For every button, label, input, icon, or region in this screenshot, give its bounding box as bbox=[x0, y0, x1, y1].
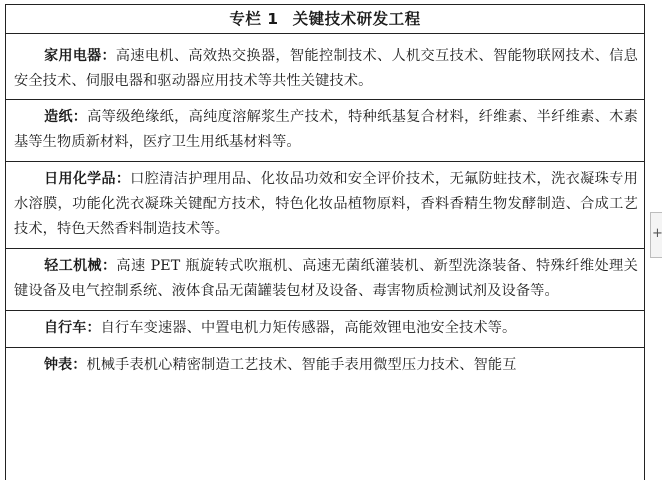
column-title-text: 关键技术研发工程 bbox=[292, 10, 421, 28]
section-watches bbox=[6, 348, 644, 378]
section-lead: 家用电器： bbox=[44, 48, 116, 64]
section-home-appliances bbox=[6, 34, 644, 100]
section-body: 高速电机、高效热交换器，智能控制技术、人机交互技术、智能物联网技术、信息安全技术、伺服电器和驱动器应用技术等共性关键技术。 bbox=[14, 48, 639, 89]
section-body: 口腔清洁护理用品、化妆品功效和安全评价技术，无氟防蛀技术，洗衣凝珠专用水溶膜，功能化洗衣凝珠关键配方技术，特色化妆品植物原料，香料香精生物发酵制造、合成工艺技术，特色天然香料制造技术等。 bbox=[14, 171, 638, 237]
section-body: 机械手表机心精密制造工艺技术、智能手表用微型压力技术、智能互 bbox=[86, 357, 517, 373]
section-lead: 日用化学品： bbox=[44, 171, 131, 187]
section-daily-chemicals bbox=[6, 162, 644, 249]
section-bicycles bbox=[6, 311, 644, 348]
section-body: 高速 PET 瓶旋转式吹瓶机、高速无菌纸灌装机、新型洗涤装备、特殊纤维处理关键设备及电气控制系统、液体食品无菌罐装包材及设备、毒害物质检测试剂及设备等。 bbox=[14, 258, 639, 299]
section-body: 自行车变速器、中置电机力矩传感器，高能效锂电池安全技术等。 bbox=[100, 320, 517, 336]
plus-icon: + bbox=[652, 226, 663, 241]
section-papermaking bbox=[6, 100, 644, 162]
expand-side-tab[interactable] bbox=[650, 212, 662, 258]
section-lead: 钟表： bbox=[44, 357, 87, 373]
column-title bbox=[6, 5, 644, 34]
column-number: 专栏 1 bbox=[229, 10, 279, 28]
section-body: 高等级绝缘纸，高纯度溶解浆生产技术，特种纸基复合材料，纤维素、半纤维素、木素基等生物质新材料，医疗卫生用纸基材料等。 bbox=[14, 109, 639, 150]
section-lead: 造纸： bbox=[44, 109, 88, 125]
section-light-machinery bbox=[6, 249, 644, 311]
column-box bbox=[5, 4, 645, 480]
section-lead: 自行车： bbox=[44, 320, 101, 336]
section-lead: 轻工机械： bbox=[44, 258, 117, 274]
